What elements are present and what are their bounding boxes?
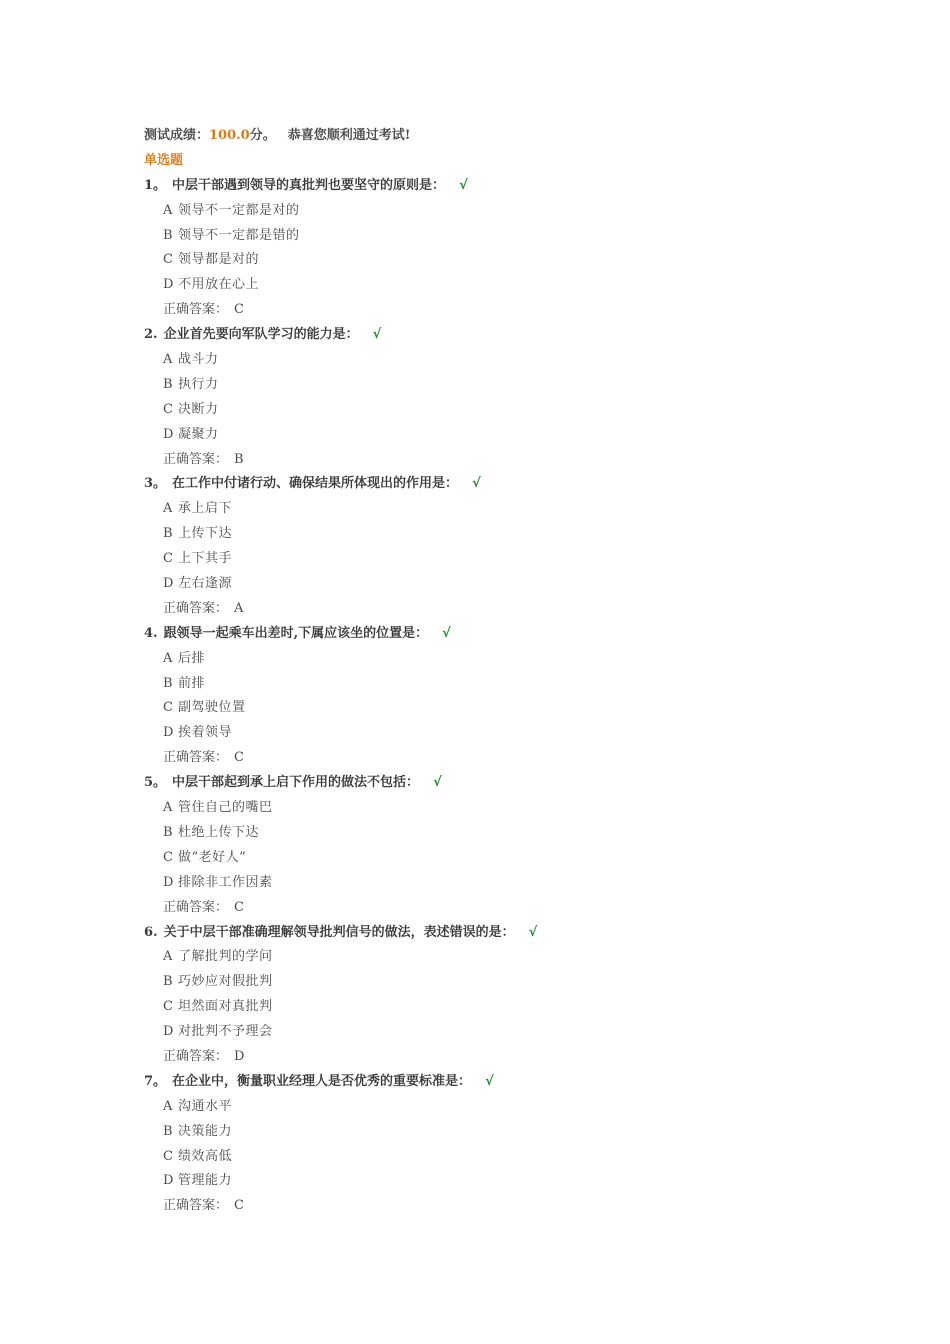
option-letter: B: [163, 376, 174, 392]
option-item: [144, 547, 844, 572]
question-text: 中层干部遇到领导的真批判也要坚守的原则是：: [172, 177, 446, 193]
option-text: 决断力: [178, 401, 219, 417]
question-number: 2.: [144, 327, 158, 343]
option-item: [144, 224, 844, 249]
correct-answer-line: [144, 448, 844, 473]
question-item: [144, 174, 844, 323]
correct-answer-line: [144, 1194, 844, 1219]
option-item: [144, 871, 844, 896]
option-item: [144, 373, 844, 398]
option-letter: A: [163, 800, 173, 816]
option-letter: C: [163, 551, 174, 567]
option-item: [144, 721, 844, 746]
option-letter: B: [163, 974, 174, 990]
option-item: [144, 672, 844, 697]
option-item: [144, 398, 844, 423]
option-letter: A: [163, 352, 173, 368]
question-line: [144, 472, 844, 497]
option-item: [144, 522, 844, 547]
option-text: 管理能力: [178, 1173, 233, 1189]
question-text: 中层干部起到承上启下作用的做法不包括：: [172, 775, 420, 791]
question-item: [144, 323, 844, 472]
option-item: [144, 1145, 844, 1170]
correct-answer-value: D: [234, 1048, 245, 1064]
option-text: 左右逢源: [178, 576, 233, 592]
option-letter: D: [163, 1024, 174, 1040]
option-text: 巧妙应对假批判: [178, 974, 273, 990]
option-text: 管住自己的嘴巴: [178, 800, 273, 816]
option-letter: A: [163, 1098, 173, 1114]
option-item: [144, 1169, 844, 1194]
option-text: 后排: [178, 650, 206, 666]
option-text: 杜绝上传下达: [178, 824, 260, 840]
correct-answer-value: C: [234, 899, 244, 915]
option-text: 对批判不予理会: [178, 1024, 273, 1040]
correct-answer-label: 正确答案：: [163, 1198, 229, 1214]
option-text: 上下其手: [178, 551, 233, 567]
option-item: [144, 348, 844, 373]
correct-answer-value: C: [234, 302, 244, 318]
question-line: [144, 622, 844, 647]
correct-check-icon: √: [372, 327, 382, 343]
correct-answer-line: [144, 597, 844, 622]
correct-answer-value: C: [234, 1198, 244, 1214]
correct-answer-label: 正确答案：: [163, 1048, 229, 1064]
correct-answer-label: 正确答案：: [163, 451, 229, 467]
option-letter: C: [163, 999, 174, 1015]
option-text: 领导不一定都是错的: [178, 227, 300, 243]
option-item: [144, 248, 844, 273]
question-list: [144, 174, 844, 1219]
option-text: 排除非工作因素: [178, 874, 273, 890]
option-letter: B: [163, 824, 174, 840]
correct-answer-line: [144, 298, 844, 323]
option-item: [144, 821, 844, 846]
option-item: [144, 423, 844, 448]
option-letter: B: [163, 1123, 174, 1139]
correct-answer-line: [144, 896, 844, 921]
question-item: [144, 771, 844, 920]
question-number: 7。: [144, 1073, 167, 1089]
correct-answer-value: A: [234, 600, 244, 616]
option-letter: C: [163, 700, 174, 716]
question-item: [144, 622, 844, 771]
correct-answer-label: 正确答案：: [163, 750, 229, 766]
option-text: 执行力: [178, 376, 219, 392]
option-letter: C: [163, 252, 174, 268]
correct-check-icon: √: [485, 1073, 494, 1089]
option-text: 绩效高低: [178, 1148, 233, 1164]
question-text: 在工作中付诸行动、确保结果所体现出的作用是：: [172, 476, 459, 492]
correct-answer-label: 正确答案：: [163, 302, 229, 318]
score-prefix: 测试成绩：: [144, 128, 210, 143]
option-item: [144, 995, 844, 1020]
question-item: [144, 1070, 844, 1219]
pass-message: 恭喜您顺利通过考试!: [287, 128, 411, 143]
option-letter: A: [163, 202, 173, 218]
score-suffix: 分。: [249, 128, 276, 143]
correct-check-icon: √: [528, 924, 538, 940]
option-item: [144, 647, 844, 672]
option-letter: D: [163, 725, 174, 741]
option-text: 做“老好人”: [178, 849, 247, 865]
option-letter: A: [163, 501, 173, 517]
option-text: 副驾驶位置: [178, 700, 246, 716]
option-text: 承上启下: [178, 501, 233, 517]
option-text: 领导都是对的: [178, 252, 260, 268]
option-item: [144, 796, 844, 821]
correct-check-icon: √: [459, 177, 468, 193]
question-item: [144, 921, 844, 1070]
option-text: 沟通水平: [178, 1098, 233, 1114]
option-item: [144, 970, 844, 995]
correct-answer-line: [144, 1045, 844, 1070]
option-text: 上传下达: [178, 526, 233, 542]
question-number: 4.: [144, 625, 158, 641]
option-item: [144, 846, 844, 871]
score-value: 100.0: [209, 128, 250, 143]
question-line: [144, 771, 844, 796]
option-text: 凝聚力: [178, 426, 219, 442]
option-letter: A: [163, 650, 173, 666]
question-number: 5。: [144, 775, 167, 791]
question-text: 企业首先要向军队学习的能力是：: [163, 327, 359, 343]
option-letter: D: [163, 277, 174, 293]
score-line: [144, 124, 844, 149]
exam-content: [144, 124, 844, 1219]
question-line: [144, 1070, 844, 1095]
option-letter: C: [163, 1148, 174, 1164]
option-text: 挨着领导: [178, 725, 233, 741]
section-title: 单选题: [144, 152, 184, 168]
option-item: [144, 199, 844, 224]
question-text: 跟领导一起乘车出差时,下属应该坐的位置是：: [163, 625, 429, 641]
option-item: [144, 1095, 844, 1120]
option-text: 战斗力: [178, 352, 219, 368]
correct-answer-label: 正确答案：: [163, 600, 229, 616]
question-line: [144, 323, 844, 348]
correct-check-icon: √: [433, 775, 442, 791]
option-item: [144, 572, 844, 597]
option-item: [144, 696, 844, 721]
question-text: 关于中层干部准确理解领导批判信号的做法，表述错误的是：: [163, 924, 515, 940]
question-line: [144, 174, 844, 199]
option-text: 不用放在心上: [178, 277, 260, 293]
correct-answer-value: B: [234, 451, 244, 467]
option-letter: C: [163, 401, 174, 417]
question-text: 在企业中，衡量职业经理人是否优秀的重要标准是：: [172, 1073, 472, 1089]
option-letter: D: [163, 426, 174, 442]
correct-answer-line: [144, 746, 844, 771]
option-letter: C: [163, 849, 174, 865]
question-number: 3。: [144, 476, 167, 492]
option-letter: B: [163, 526, 174, 542]
option-item: [144, 1020, 844, 1045]
option-letter: A: [163, 949, 173, 965]
option-text: 了解批判的学问: [178, 949, 273, 965]
correct-answer-label: 正确答案：: [163, 899, 229, 915]
correct-check-icon: √: [442, 625, 451, 641]
option-text: 决策能力: [178, 1123, 233, 1139]
option-text: 领导不一定都是对的: [178, 202, 300, 218]
question-number: 6.: [144, 924, 158, 940]
option-letter: B: [163, 227, 174, 243]
option-text: 坦然面对真批判: [178, 999, 273, 1015]
option-text: 前排: [178, 675, 206, 691]
option-letter: D: [163, 1173, 174, 1189]
option-item: [144, 945, 844, 970]
question-item: [144, 472, 844, 621]
option-letter: D: [163, 576, 174, 592]
option-item: [144, 273, 844, 298]
option-letter: D: [163, 874, 174, 890]
correct-check-icon: √: [472, 476, 481, 492]
question-line: [144, 921, 844, 946]
option-item: [144, 497, 844, 522]
correct-answer-value: C: [234, 750, 244, 766]
option-letter: B: [163, 675, 174, 691]
option-item: [144, 1120, 844, 1145]
question-number: 1。: [144, 177, 167, 193]
